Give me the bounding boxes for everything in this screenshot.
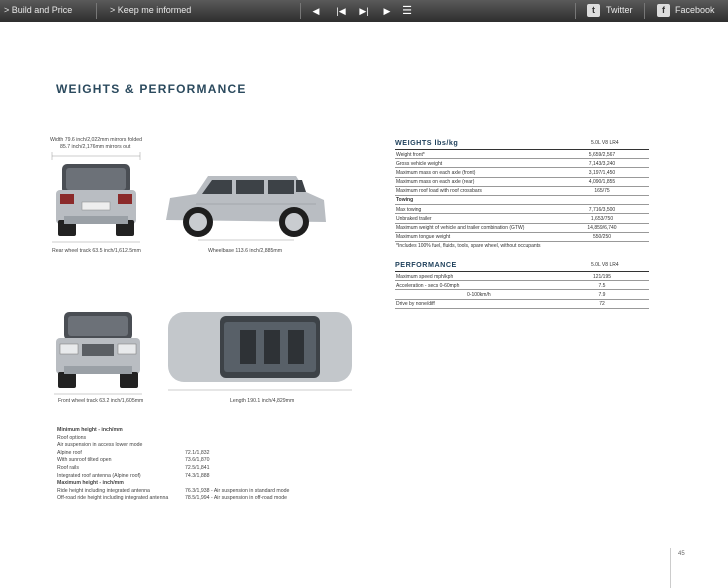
row-label: Maximum mass on each axle (rear) [396,179,475,186]
height-label: Roof options [57,434,87,441]
performance-column-label: 5.0L V8 LR4 [591,262,619,268]
footnote: *Includes 100% fuel, fluids, tools, spare wheel, without occupants [396,243,541,250]
next-page-icon[interactable]: ▶| [359,6,369,16]
row-label: Unbraked trailer [396,215,432,222]
row-value: 550/250 [592,234,612,241]
table-row [395,150,649,159]
height-label: Ride height including integrated antenna [57,487,150,494]
top-view-car-image [160,302,360,394]
performance-table [395,260,649,309]
width-label-folded: Width 79.6 inch/2,022mm mirrors folded [50,137,142,143]
row-label: Drive by none/diff [396,301,435,308]
row-value: 4,090/1,855 [588,179,616,186]
height-value: 76.3/1,938 - Air suspension in standard mode [185,487,290,494]
keep-me-informed-link[interactable]: > Keep me informed [110,5,192,15]
weights-column-label: 5.0L V8 LR4 [591,140,619,146]
twitter-icon[interactable]: t [587,4,600,17]
row-label: Max towing [396,206,422,213]
height-value: 74.3/1,888 [185,472,210,479]
facebook-icon[interactable]: f [657,4,670,17]
row-label: Maximum weight of vehicle and trailer combination (GTW) [396,225,525,231]
row-label: Maximum speed mph/kph [396,273,454,280]
table-row [395,187,649,196]
divider [300,3,301,19]
rear-view-car-image [44,150,148,246]
table-row [395,178,649,187]
row-value: 7.9 [598,291,606,298]
height-label: Alpine roof [57,449,82,456]
table-row [395,224,649,233]
height-label: Maximum height - inch/mm [57,480,124,487]
menu-icon[interactable]: ☰ [402,5,412,17]
front-view-car-image [46,306,150,398]
table-row [395,159,649,168]
row-label: Maximum tongue weight [396,234,451,241]
performance-heading: PERFORMANCE [395,260,457,269]
row-label: Weight front* [396,151,425,158]
row-value: 14,859/6,740 [587,225,617,231]
row-value: 5,659/2,567 [588,151,616,158]
row-value: 3,197/1,450 [588,169,616,176]
row-label: Maximum roof load with roof crossbars [396,188,482,195]
height-value: 78.5/1,994 - Air suspension in off-road mode [185,495,287,502]
rear-track-label: Rear wheel track 63.5 inch/1,612.5mm [52,248,141,254]
table-row [395,300,649,309]
length-label: Length 190.1 inch/4,829mm [230,398,295,404]
page-title: WEIGHTS & PERFORMANCE [56,82,247,96]
row-value: 7.5 [598,282,606,289]
last-page-icon[interactable]: ▶ [383,6,391,16]
table-row [395,205,649,214]
row-label: Gross vehicle weight [396,160,443,167]
footnote-row [395,242,649,250]
height-label: Air suspension in access lower mode [57,442,143,449]
table-row [395,233,649,242]
height-label: Off-road ride height including integrated antenna [57,495,169,502]
facebook-link[interactable]: Facebook [675,5,715,15]
height-label: With sunroof tilted open [57,457,112,464]
divider [644,3,645,19]
table-row [395,214,649,223]
table-row [395,272,649,281]
side-view-car-image [156,170,332,246]
row-value: 7,143/3,240 [588,160,616,167]
weights-header [395,138,649,150]
row-value: 165/75 [594,188,610,195]
table-row [395,290,649,299]
divider [575,3,576,19]
row-label: Maximum mass on each axle (front) [396,169,476,176]
towing-label: Towing [396,197,414,204]
height-value: 72.5/1,841 [185,464,210,471]
row-sublabel: 0-100km/h [467,291,491,298]
first-page-icon[interactable]: ◀ [312,6,320,16]
height-label: Minimum height - inch/mm [57,427,123,433]
towing-subheading-row [395,196,649,205]
row-value: 7,716/3,500 [588,206,616,213]
top-nav-bar [0,0,728,22]
row-value: 72 [599,301,605,308]
row-label: Acceleration - secs 0-60mph [396,282,460,289]
wheelbase-label: Wheelbase 113.6 inch/2,885mm [208,248,283,254]
height-label: Integrated roof antenna (Alpine roof) [57,472,141,479]
row-value: 121/195 [592,273,612,280]
height-value: 72.1/1,832 [185,449,210,456]
weights-heading: WEIGHTS lbs/kg [395,138,459,147]
page-divider [670,548,671,588]
twitter-link[interactable]: Twitter [606,5,633,15]
weights-table [395,138,649,250]
row-value: 1,653/750 [590,215,614,222]
previous-page-icon[interactable]: |◀ [336,6,346,16]
height-label: Roof rails [57,464,79,471]
page-number: 45 [678,551,685,557]
performance-header [395,260,649,272]
table-row [395,281,649,290]
front-track-label: Front wheel track 63.2 inch/1,605mm [58,398,144,404]
build-and-price-link[interactable]: > Build and Price [4,5,73,15]
table-row [395,168,649,177]
divider [96,3,97,19]
width-label-out: 85.7 inch/2,176mm mirrors out [60,144,131,150]
height-value: 73.6/1,870 [185,457,210,464]
